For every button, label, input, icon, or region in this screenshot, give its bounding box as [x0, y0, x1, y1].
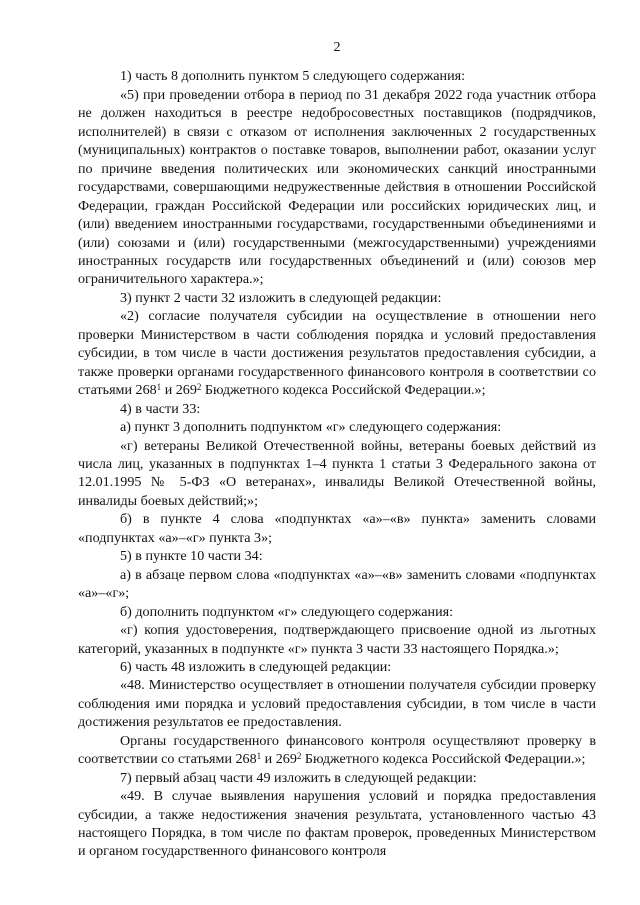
text-run: б) в пункте 4 слова «подпунктах «а»–«в» пункта» заменить словами «подпунктах «а»–«г» пункта 3»;	[78, 511, 596, 546]
paragraph	[78, 437, 596, 511]
text-run: б) дополнить подпунктом «г» следующего содержания:	[120, 603, 454, 620]
paragraph	[78, 547, 596, 565]
paragraph	[78, 787, 596, 861]
text-run: «48. Министерство осуществляет в отношении получателя субсидии проверку соблюдения ими порядка и условий предоставления субсидии, в том числе в части достижения результатов ее предоставления.	[78, 677, 596, 731]
paragraph	[78, 676, 596, 731]
text-run: Органы государственного финансового контроля осуществляют проверку в соответствии со статьями 268	[78, 732, 596, 768]
paragraph	[78, 67, 596, 85]
paragraph	[78, 603, 596, 621]
paragraph	[78, 400, 596, 418]
superscript: 2	[296, 751, 302, 762]
text-run: и 269	[161, 382, 197, 399]
superscript: 1	[256, 751, 262, 762]
text-run: а) в абзаце первом слова «подпунктах «а»–«в» заменить словами «подпунктах «а»–«г»;	[78, 566, 596, 602]
page-number: 2	[333, 39, 341, 55]
superscript: 2	[196, 382, 202, 393]
text-run: 3) пункт 2 части 32 изложить в следующей редакции:	[120, 289, 442, 306]
paragraph	[78, 307, 596, 399]
text-run: 7) первый абзац части 49 изложить в следующей редакции:	[120, 769, 477, 786]
text-run: и 269	[261, 751, 297, 768]
text-run: 6) часть 48 изложить в следующей редакции:	[120, 658, 392, 675]
text-run: а) пункт 3 дополнить подпунктом «г» следующего содержания:	[120, 419, 502, 436]
paragraph	[78, 621, 596, 658]
paragraph	[78, 289, 596, 307]
text-run: Бюджетного кодекса Российской Федерации.»;	[301, 751, 586, 768]
paragraph	[78, 566, 596, 603]
text-run: «5) при проведении отбора в период по 31 декабря 2022 года участник отбора не должен находиться в реестре недобросовестных поставщиков (подрядчиков, исполнителей) в связи с отказом от исполнения заключенных 2 государственных (муниципальных) контрактов о поставке товаров, выполнении работ, оказании услуг по причине введения политических или экономических санкций иностранными государствами, совершающими недружественные действия в отношении Российской Федерации, граждан Российской Федерации или российских юридических лиц, и (или) введением иностранными государствами, государственными объединениями и (или) союзами и (или) государственными (межгосударственными) учреждениями иностранных государств или государственных объединений и (или) союзов мер ограничительного характера.»;	[78, 86, 596, 288]
paragraph	[78, 418, 596, 436]
superscript: 1	[156, 382, 162, 393]
paragraph	[78, 510, 596, 547]
text-run: 5) в пункте 10 части 34:	[120, 548, 263, 565]
text-run: 1) часть 8 дополнить пунктом 5 следующего содержания:	[120, 68, 466, 85]
paragraph	[78, 86, 596, 289]
paragraph	[78, 658, 596, 676]
text-run: «г) копия удостоверения, подтверждающего присвоение одной из льготных категорий, указанных в подпункте «г» пункта 3 части 33 настоящего Порядка.»;	[78, 622, 596, 657]
text-run: «г) ветераны Великой Отечественной войны, ветераны боевых действий из числа лиц, указанных в подпунктах 1–4 пункта 1 статьи 3 Федерального закона от 12.01.1995 № 5-ФЗ «О ветеранах», инвалиды Великой Отечественной войны, инвалиды боевых действий;»;	[78, 437, 596, 509]
paragraph	[78, 732, 596, 769]
text-run: «49. В случае выявления нарушения условий и порядка предоставления субсидии, а также недостижения значения результата, установленного частью 43 настоящего Порядка, в том числе по фактам проверок, проведенных Министерством и органом государственного финансового контроля	[78, 788, 596, 860]
text-run: «2) согласие получателя субсидии на осуществление в отношении него проверки Министерством в части соблюдения порядка и условий предоставления субсидии, в том числе в части достижения результатов предоставления субсидии, а также проверки органами государственного финансового контроля в соответствии со статьями 268	[78, 308, 596, 399]
document-body	[78, 67, 596, 860]
paragraph	[78, 769, 596, 787]
text-run: Бюджетного кодекса Российской Федерации.»;	[201, 382, 486, 399]
text-run: 4) в части 33:	[120, 400, 201, 417]
